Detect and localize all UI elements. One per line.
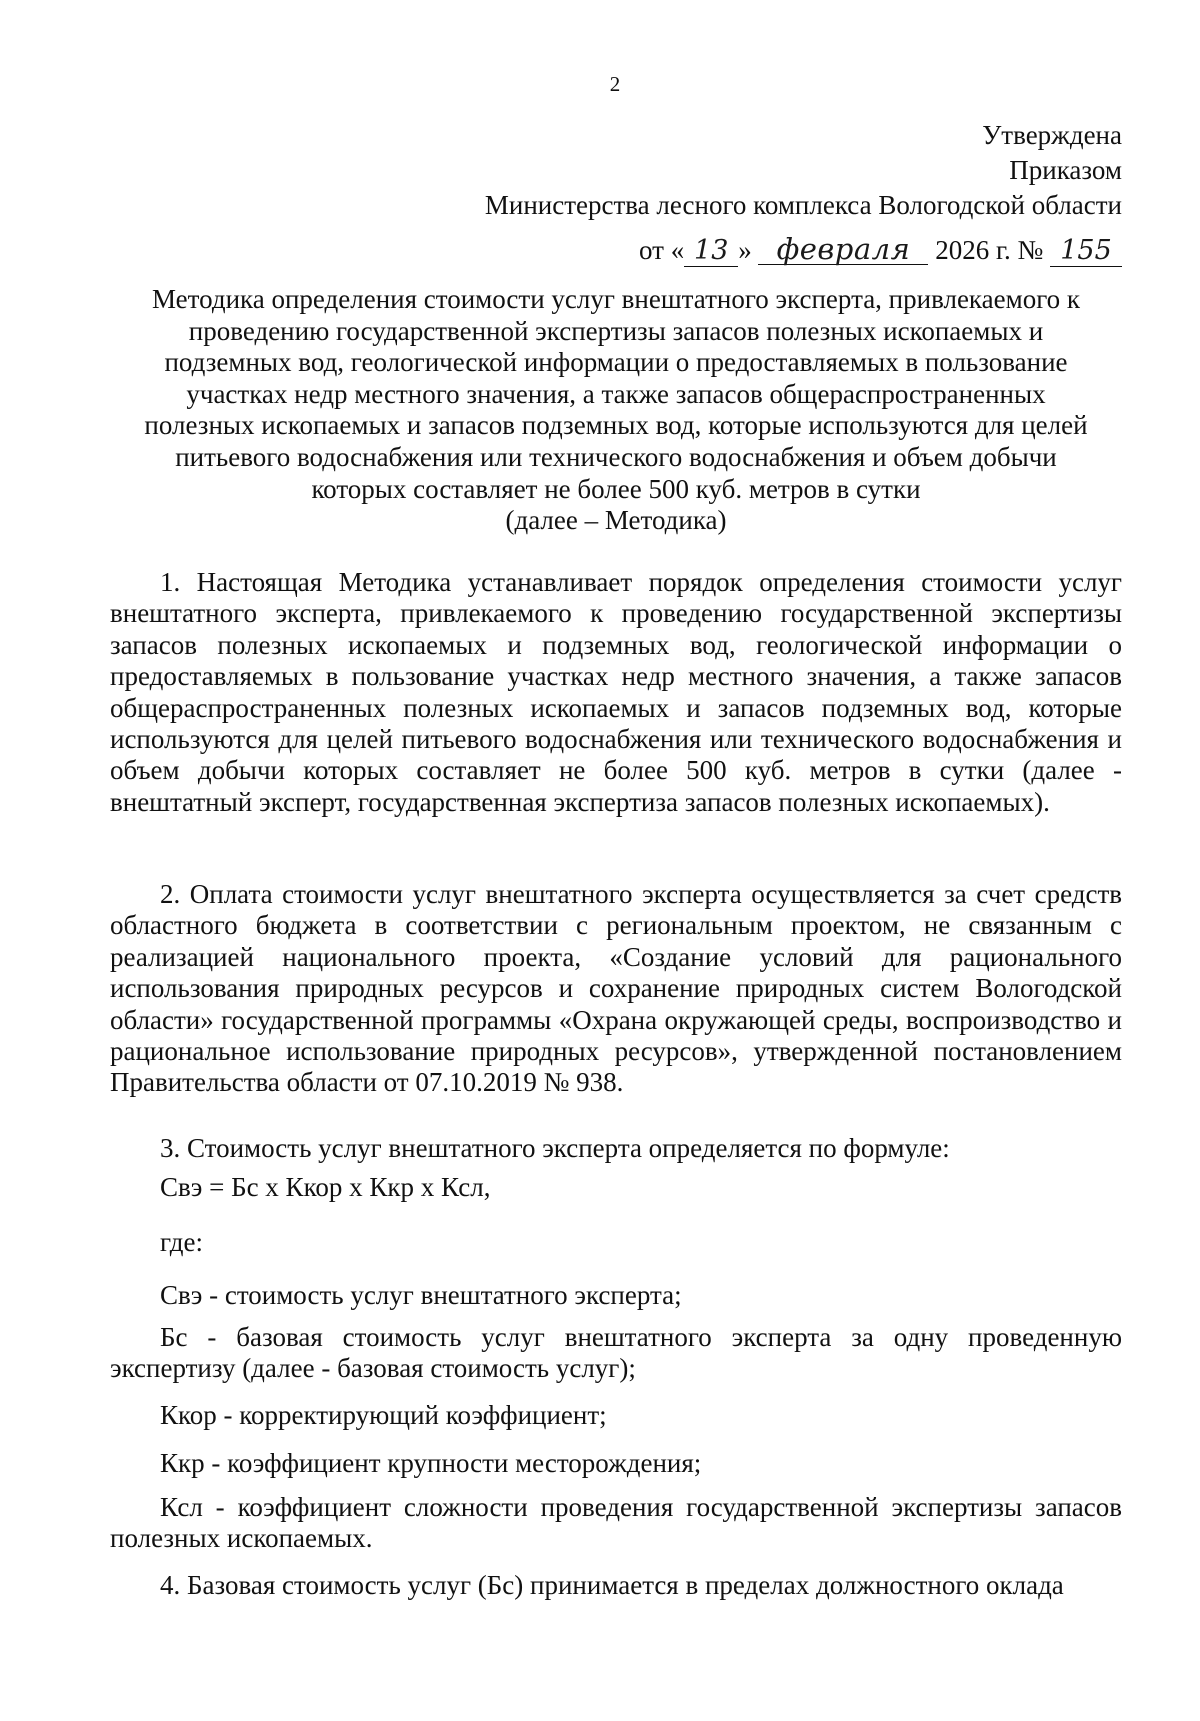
definition-bs-text: Бс - базовая стоимость услуг внештатного эксперта за одну проведенную экспертизу (далее - базовая стоимость услуг); <box>110 1322 1122 1384</box>
definition-bs <box>110 1322 1122 1385</box>
where-text: где: <box>160 1227 203 1257</box>
title-line: которых составляет не более 500 куб. метров в сутки <box>311 473 921 504</box>
title-line: подземных вод, геологической информации о предоставляемых в пользование <box>164 347 1068 378</box>
paragraph-1 <box>110 567 1122 818</box>
paragraph-4 <box>110 1570 1122 1601</box>
handwritten-day: 13 <box>684 236 738 267</box>
approval-block <box>485 118 1122 223</box>
paragraph-3-text: 3. Стоимость услуг внештатного эксперта определяется по формуле: <box>160 1133 950 1163</box>
paragraph-4-text: 4. Базовая стоимость услуг (Бс) принимается в пределах должностного оклада <box>160 1570 1064 1600</box>
date-mid: » <box>738 235 752 265</box>
definition-ksl-text: Ксл - коэффициент сложности проведения государственной экспертизы запасов полезных ископаемых. <box>110 1492 1122 1554</box>
date-prefix: от « <box>639 235 685 265</box>
definition-sve <box>110 1280 1122 1311</box>
formula-text: Свэ = Бс х Ккор х Ккр х Ксл, <box>160 1172 491 1202</box>
definition-kkor-text: Ккор - корректирующий коэффициент; <box>160 1400 607 1430</box>
title-line: Методика определения стоимости услуг внештатного эксперта, привлекаемого к <box>152 284 1080 314</box>
approval-line-order: Приказом <box>1009 155 1122 185</box>
paragraph-2 <box>110 879 1122 1099</box>
definition-kkr-text: Ккр - коэффициент крупности месторождения; <box>160 1448 702 1478</box>
date-year: 2026 г. № <box>935 235 1044 265</box>
title-line: участках недр местного значения, а также запасов общераспространенных <box>186 378 1046 409</box>
paragraph-1-text: 1. Настоящая Методика устанавливает порядок определения стоимости услуг внештатного эксперта, привлекаемого к проведению государственной экспертизы запасов полезных ископаемых и подземных вод, геологической информации о предоставляемых в пользование участках недр местного значения, а также запасов общераспространенных полезных ископаемых и запасов подземных вод, которые используются для целей питьевого водоснабжения или технического водоснабжения и объем добычи которых составляет не более 500 куб. метров в сутки (далее - внештатный эксперт, государственная экспертиза запасов полезных ископаемых). <box>110 567 1122 817</box>
where-label <box>110 1227 1122 1258</box>
approval-line-approved: Утверждена <box>982 120 1122 150</box>
handwritten-order-number: 155 <box>1050 236 1122 267</box>
approval-line-ministry: Министерства лесного комплекса Вологодской области <box>484 190 1122 220</box>
paragraph-3 <box>110 1133 1122 1164</box>
page-number: 2 <box>609 72 621 96</box>
definition-sve-text: Свэ - стоимость услуг внештатного эксперта; <box>160 1280 682 1310</box>
title-subtitle: (далее – Методика) <box>505 505 727 536</box>
formula <box>110 1172 1122 1203</box>
approval-date-line <box>639 233 1122 268</box>
document-title <box>105 284 1127 537</box>
definition-ksl <box>110 1492 1122 1555</box>
paragraph-2-text: 2. Оплата стоимости услуг внештатного эксперта осуществляется за счет средств областного бюджета в соответствии с региональным проектом, не связанным с реализацией национального проекта, «Создание условий для рационального использования природных ресурсов и сохранение природных систем Вологодской области» государственной программы «Охрана окружающей среды, воспроизводство и рациональное использование природных ресурсов», утвержденной постановлением Правительства области от 07.10.2019 № 938. <box>110 879 1122 1098</box>
definition-kkr <box>110 1448 1122 1479</box>
definition-kkor <box>110 1400 1122 1431</box>
title-line: проведению государственной экспертизы запасов полезных ископаемых и <box>188 315 1044 346</box>
title-line: полезных ископаемых и запасов подземных вод, которые используются для целей <box>144 410 1088 441</box>
title-line: питьевого водоснабжения или технического водоснабжения и объем добычи <box>175 441 1057 472</box>
handwritten-month: февраля <box>758 234 928 265</box>
